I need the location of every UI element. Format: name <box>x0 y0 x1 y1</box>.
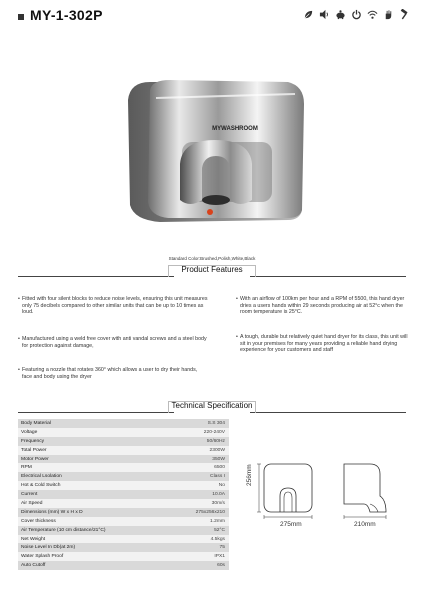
table-row: Cover thickness 1.2mm <box>18 517 229 526</box>
front-view-drawing <box>256 460 316 520</box>
hammer-icon <box>399 9 410 20</box>
spec-title: Technical Specification <box>171 401 253 410</box>
standard-color-note: Standard Color:Brushed,Polish,White,Black <box>168 256 256 261</box>
feature-item: • Featuring a nozzle that rotates 360° which allows a user to dry their hands, face and body using the dryer <box>18 367 198 380</box>
page-header <box>0 0 424 34</box>
feature-item: • With an airflow of 100km per hour and a RPM of 5500, this hand dryer dries a users hands within 29 seconds producing air at 52°c when the room temperature is 25°C. <box>236 296 405 316</box>
speaker-icon <box>319 9 330 20</box>
feature-item: • Manufactured using a weld free cover with anti vandal screws and a steel body for protection against damage, <box>18 336 207 349</box>
table-row: Hot & Cold Switch No <box>18 481 229 490</box>
model-title: MY-1-302P <box>30 7 103 23</box>
table-row: Total Power 2300W <box>18 446 229 455</box>
table-row: Voltage 220-240V <box>18 428 229 437</box>
hand-icon <box>383 9 394 20</box>
table-row: Water Splash Proof IPX1 <box>18 552 229 561</box>
spec-table <box>18 419 229 570</box>
piggy-bank-icon <box>335 9 346 20</box>
side-view-drawing <box>340 460 388 520</box>
brand-label: MYWASHROOM <box>212 126 258 132</box>
power-icon <box>351 9 362 20</box>
width-dimension: 275mm <box>280 521 302 528</box>
feature-icon-row <box>303 9 410 20</box>
table-row: Frequency 50/60Hz <box>18 437 229 446</box>
table-row: Electrical Lsolation Class I <box>18 472 229 481</box>
table-row: Air Temperature (10 cm distance/21°C) 52°C <box>18 526 229 535</box>
features-title: Product Features <box>181 265 243 274</box>
table-row: Dimensions (mm) W x H x D 275x256x210 <box>18 508 229 517</box>
sensor-light <box>207 209 213 215</box>
leaf-icon <box>303 9 314 20</box>
depth-dimension: 210mm <box>354 521 376 528</box>
table-row: Auto Cutoff 60s <box>18 561 229 570</box>
table-row: RPM 6500 <box>18 463 229 472</box>
hand-dryer-image <box>120 60 310 250</box>
feature-item: • Fitted with four silent blocks to reduce noise levels, ensuring this unit measures only 75 decibels compared to other similar units that can be up to 10 times as loud. <box>18 296 208 316</box>
feature-item: • A tough, durable but relatively quiet hand dryer for its class, this unit will sit in your premises for many years providing a reliable hand drying experience for your customers and staff <box>236 334 408 354</box>
table-row: Body Material S.S 304 <box>18 419 229 428</box>
wifi-icon <box>367 9 378 20</box>
table-row: Noise Level In Db(at 2m) 75 <box>18 543 229 552</box>
table-row: Current 10.0A <box>18 490 229 499</box>
title-marker <box>18 14 24 20</box>
spec-heading <box>18 401 406 413</box>
height-dimension: 256mm <box>246 464 253 486</box>
table-row: Motor Power 350W <box>18 455 229 464</box>
table-row: Air Speed 30m/s <box>18 499 229 508</box>
table-row: Net Weight 4.5kgs <box>18 535 229 544</box>
features-heading <box>18 265 406 277</box>
